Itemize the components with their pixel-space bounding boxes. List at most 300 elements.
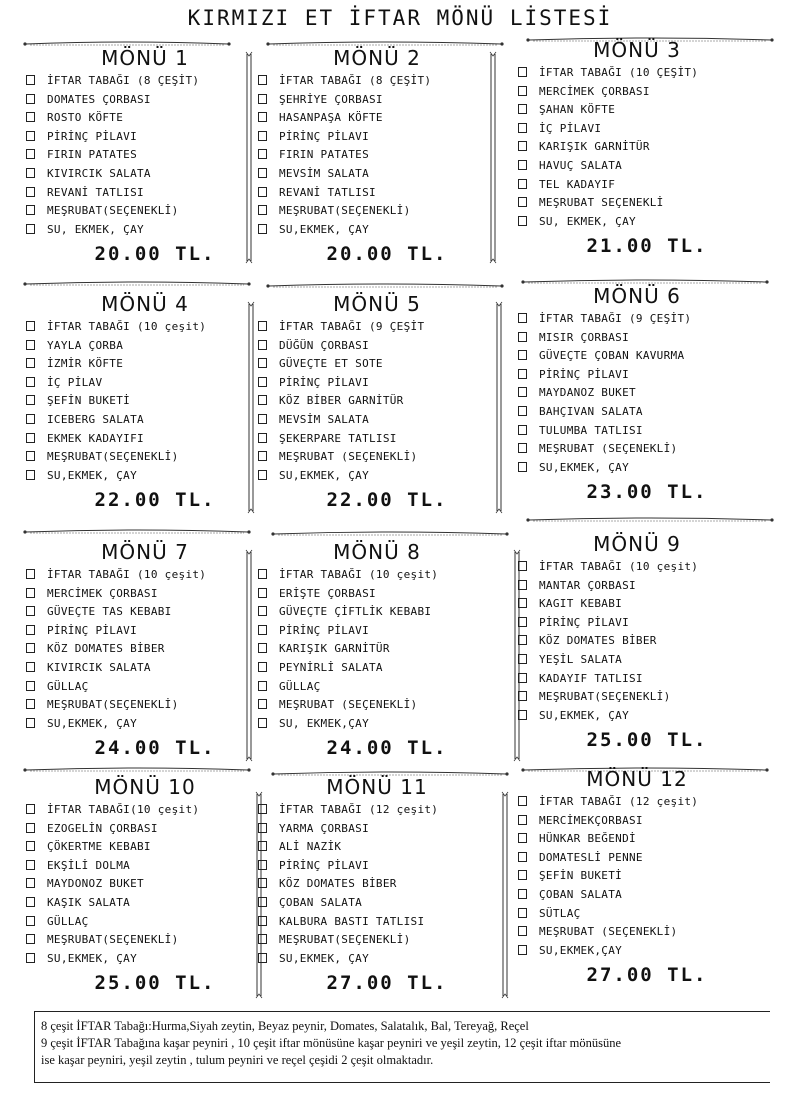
menu-item bbox=[518, 867, 756, 886]
menu-item-label: İÇ PİLAVI bbox=[539, 121, 602, 135]
menu-item bbox=[26, 467, 264, 486]
menu-item bbox=[518, 577, 756, 596]
menu-item bbox=[26, 91, 264, 110]
menu-item-label: MEŞRUBAT(SEÇENEKLİ) bbox=[279, 204, 411, 218]
checkbox-icon bbox=[518, 332, 527, 342]
menu-item bbox=[26, 950, 264, 969]
menu-item bbox=[518, 329, 756, 348]
menu-item-label: İFTAR TABAĞI (10 çeşit) bbox=[47, 568, 207, 581]
menu-item-label: BAHÇIVAN SALATA bbox=[539, 404, 643, 418]
menu-item bbox=[26, 221, 264, 240]
menu-item-label: MEŞRUBAT(SEÇENEKLİ) bbox=[47, 450, 179, 464]
checkbox-icon bbox=[258, 897, 267, 907]
checkbox-icon bbox=[518, 654, 527, 664]
menu-item bbox=[518, 157, 756, 176]
checkbox-icon bbox=[518, 141, 527, 151]
menu-item bbox=[258, 184, 496, 203]
checkbox-icon bbox=[26, 823, 35, 833]
menu-2 bbox=[258, 44, 496, 265]
menu-item bbox=[518, 670, 756, 689]
menu-item-label: MEŞRUBAT (SEÇENEKLİ) bbox=[539, 925, 678, 939]
checkbox-icon bbox=[26, 451, 35, 461]
menu-item-label: MEŞRUBAT(SEÇENEKLİ) bbox=[47, 933, 179, 947]
footer-line-3: ise kaşar peyniri, yeşil zeytin , tulum peyniri ve reçel çeşidi 2 çeşit olmaktadır. bbox=[41, 1053, 434, 1067]
menu-item bbox=[518, 942, 756, 961]
menu-item-label: ŞAHAN KÖFTE bbox=[539, 103, 616, 117]
divider-ornament bbox=[525, 516, 775, 524]
menu-item bbox=[518, 194, 756, 213]
checkbox-icon bbox=[258, 916, 267, 926]
menu-item-label: KÖZ BİBER GARNİTÜR bbox=[279, 394, 404, 408]
menu-item-label: YAYLA ÇORBA bbox=[47, 338, 124, 352]
checkbox-icon bbox=[258, 625, 267, 635]
menu-item-label: KÖZ DOMATES BİBER bbox=[279, 877, 397, 891]
menu-11 bbox=[258, 773, 496, 994]
checkbox-icon bbox=[26, 112, 35, 122]
menu-item-label: ÇOBAN SALATA bbox=[539, 887, 623, 901]
checkbox-icon bbox=[26, 433, 35, 443]
menu-item bbox=[26, 622, 264, 641]
menu-1 bbox=[26, 44, 264, 265]
menu-title: MÖNÜ 12 bbox=[586, 767, 688, 791]
menu-item-label: EKMEK KADAYIFI bbox=[47, 431, 144, 445]
menu-items bbox=[258, 318, 496, 485]
menu-item bbox=[518, 558, 756, 577]
checkbox-icon bbox=[26, 804, 35, 814]
menu-item-label: ICEBERG SALATA bbox=[47, 412, 144, 426]
divider-ornament bbox=[270, 530, 510, 538]
menu-item-label: ALİ NAZİK bbox=[279, 840, 342, 854]
menu-item-label: KAŞIK SALATA bbox=[47, 895, 131, 909]
menu-item bbox=[518, 440, 756, 459]
menu-item bbox=[26, 838, 264, 857]
menu-item bbox=[518, 422, 756, 441]
menu-item-label: GÜLLAÇ bbox=[47, 914, 89, 928]
menu-10 bbox=[26, 773, 264, 994]
checkbox-icon bbox=[258, 681, 267, 691]
checkbox-icon bbox=[26, 358, 35, 368]
checkbox-icon bbox=[26, 588, 35, 598]
menu-item-label: HASANPAŞA KÖFTE bbox=[279, 111, 383, 125]
checkbox-icon bbox=[258, 569, 267, 579]
checkbox-icon bbox=[26, 606, 35, 616]
menu-title: MÖNÜ 10 bbox=[94, 775, 196, 799]
menu-item bbox=[518, 176, 756, 195]
menu-item bbox=[26, 715, 264, 734]
checkbox-icon bbox=[258, 358, 267, 368]
menu-item-label: MEVSİM SALATA bbox=[279, 412, 369, 426]
menu-item-label: ŞEHRİYE ÇORBASI bbox=[279, 92, 383, 106]
menu-item-label: KIVIRCIK SALATA bbox=[47, 660, 151, 674]
menu-item-label: İFTAR TABAĞI(10 çeşit) bbox=[47, 803, 200, 816]
menu-item-label: KALBURA BASTI TATLISI bbox=[279, 914, 425, 928]
checkbox-icon bbox=[26, 470, 35, 480]
menu-item bbox=[26, 913, 264, 932]
menu-item-label: KIVIRCIK SALATA bbox=[47, 166, 151, 180]
menu-item bbox=[258, 857, 496, 876]
menu-item bbox=[518, 849, 756, 868]
menu-item-label: İFTAR TABAĞI (8 ÇEŞİT) bbox=[279, 74, 432, 87]
menu-price: 23.00 TL. bbox=[586, 481, 708, 504]
menu-item-label: MEVSİM SALATA bbox=[279, 166, 369, 180]
menu-title: MÖNÜ 6 bbox=[593, 284, 681, 308]
checkbox-icon bbox=[258, 340, 267, 350]
menu-item bbox=[26, 448, 264, 467]
checkbox-icon bbox=[518, 197, 527, 207]
menu-item bbox=[26, 374, 264, 393]
menu-price: 20.00 TL. bbox=[326, 243, 448, 266]
menu-title: MÖNÜ 9 bbox=[593, 532, 681, 556]
menu-item bbox=[26, 184, 264, 203]
checkbox-icon bbox=[518, 462, 527, 472]
menu-item-label: ROSTO KÖFTE bbox=[47, 111, 124, 125]
checkbox-icon bbox=[258, 718, 267, 728]
menu-item-label: İFTAR TABAĞI (8 ÇEŞİT) bbox=[47, 74, 200, 87]
menu-item bbox=[258, 894, 496, 913]
menu-item bbox=[258, 950, 496, 969]
menu-item bbox=[258, 585, 496, 604]
menu-item bbox=[258, 640, 496, 659]
menu-item-label: SU,EKMEK, ÇAY bbox=[47, 951, 137, 965]
menu-item-label: ÇOBAN SALATA bbox=[279, 895, 363, 909]
checkbox-icon bbox=[258, 321, 267, 331]
menu-item-label: İFTAR TABAĞI (10 ÇEŞİT) bbox=[539, 66, 699, 79]
menu-item-label: GÜLLAÇ bbox=[47, 679, 89, 693]
menu-item-label: SU,EKMEK, ÇAY bbox=[539, 708, 629, 722]
menu-item bbox=[518, 347, 756, 366]
menu-item-label: EKŞİLİ DOLMA bbox=[47, 858, 131, 872]
menu-item bbox=[26, 128, 264, 147]
menu-item bbox=[518, 923, 756, 942]
menu-title: MÖNÜ 3 bbox=[593, 38, 681, 62]
menu-12 bbox=[518, 765, 756, 986]
menu-item bbox=[518, 886, 756, 905]
checkbox-icon bbox=[26, 168, 35, 178]
menu-item-label: PİRİNÇ PİLAVI bbox=[539, 615, 629, 629]
checkbox-icon bbox=[258, 187, 267, 197]
menu-item-label: KADAYIF TATLISI bbox=[539, 671, 643, 685]
menu-item bbox=[518, 707, 756, 726]
menu-item-label: GÜVEÇTE ÇİFTLİK KEBABI bbox=[279, 605, 432, 619]
menu-item-label: İFTAR TABAĞI (12 çeşit) bbox=[279, 803, 439, 816]
checkbox-icon bbox=[26, 205, 35, 215]
checkbox-icon bbox=[258, 841, 267, 851]
menu-price: 20.00 TL. bbox=[94, 243, 216, 266]
checkbox-icon bbox=[258, 168, 267, 178]
menu-item bbox=[258, 72, 496, 91]
checkbox-icon bbox=[258, 934, 267, 944]
menu-item bbox=[258, 659, 496, 678]
menu-item bbox=[518, 830, 756, 849]
menu-item-label: PİRİNÇ PİLAVI bbox=[279, 623, 369, 637]
menu-item-label: MERCİMEK ÇORBASI bbox=[47, 586, 158, 600]
checkbox-icon bbox=[518, 617, 527, 627]
checkbox-icon bbox=[258, 878, 267, 888]
checkbox-icon bbox=[518, 580, 527, 590]
menu-item bbox=[258, 221, 496, 240]
menu-item-label: İFTAR TABAĞI (9 ÇEŞİT bbox=[279, 320, 425, 333]
menu-item bbox=[518, 651, 756, 670]
menu-item bbox=[518, 101, 756, 120]
menu-item bbox=[26, 696, 264, 715]
checkbox-icon bbox=[518, 598, 527, 608]
checkbox-icon bbox=[258, 662, 267, 672]
checkbox-icon bbox=[26, 662, 35, 672]
checkbox-icon bbox=[258, 94, 267, 104]
menu-item-label: ERİŞTE ÇORBASI bbox=[279, 586, 376, 600]
menu-price: 24.00 TL. bbox=[326, 737, 448, 760]
menu-price: 22.00 TL. bbox=[94, 489, 216, 512]
menu-item-label: MAYDANOZ BUKET bbox=[539, 386, 636, 400]
menu-item-label: MEŞRUBAT(SEÇENEKLİ) bbox=[279, 933, 411, 947]
menu-item-label: MEŞRUBAT (SEÇENEKLİ) bbox=[279, 450, 418, 464]
menu-6 bbox=[518, 282, 756, 503]
menu-item bbox=[518, 614, 756, 633]
menu-item bbox=[258, 128, 496, 147]
menu-item bbox=[26, 109, 264, 128]
menu-item bbox=[518, 459, 756, 478]
menu-items bbox=[258, 72, 496, 239]
checkbox-icon bbox=[518, 926, 527, 936]
menu-item-label: SU,EKMEK, ÇAY bbox=[539, 460, 629, 474]
menu-item-label: TULUMBA TATLISI bbox=[539, 423, 643, 437]
checkbox-icon bbox=[26, 321, 35, 331]
menu-item bbox=[26, 801, 264, 820]
menu-item-label: DÜĞÜN ÇORBASI bbox=[279, 338, 369, 352]
menu-item bbox=[26, 72, 264, 91]
menu-item-label: İZMİR KÖFTE bbox=[47, 357, 124, 371]
menu-item-label: SU, EKMEK, ÇAY bbox=[47, 222, 144, 236]
menu-4 bbox=[26, 290, 264, 511]
checkbox-icon bbox=[26, 699, 35, 709]
footer-note bbox=[34, 1011, 770, 1083]
checkbox-icon bbox=[258, 804, 267, 814]
menu-item-label: MAYDONOZ BUKET bbox=[47, 877, 144, 891]
menu-item bbox=[26, 820, 264, 839]
menu-item-label: MERCİMEK ÇORBASI bbox=[539, 84, 650, 98]
checkbox-icon bbox=[258, 588, 267, 598]
checkbox-icon bbox=[518, 123, 527, 133]
checkbox-icon bbox=[26, 841, 35, 851]
menu-item-label: İFTAR TABAĞI (10 çeşit) bbox=[539, 560, 699, 573]
menu-item-label: MEŞRUBAT (SEÇENEKLİ) bbox=[539, 442, 678, 456]
menu-item-label: KARIŞIK GARNİTÜR bbox=[539, 140, 650, 154]
menu-items bbox=[518, 64, 756, 231]
menu-item-label: SU,EKMEK, ÇAY bbox=[279, 222, 369, 236]
menu-item-label: MISIR ÇORBASI bbox=[539, 330, 629, 344]
menu-item bbox=[258, 566, 496, 585]
menu-item-label: HÜNKAR BEĞENDİ bbox=[539, 832, 636, 846]
checkbox-icon bbox=[26, 897, 35, 907]
menu-item-label: MEŞRUBAT (SEÇENEKLİ) bbox=[279, 698, 418, 712]
menu-item bbox=[518, 120, 756, 139]
menu-item-label: YARMA ÇORBASI bbox=[279, 821, 369, 835]
checkbox-icon bbox=[26, 377, 35, 387]
vertical-ornament bbox=[500, 790, 510, 1000]
menu-item bbox=[258, 374, 496, 393]
menu-item bbox=[26, 566, 264, 585]
menu-item bbox=[26, 894, 264, 913]
checkbox-icon bbox=[518, 443, 527, 453]
menu-item bbox=[258, 202, 496, 221]
checkbox-icon bbox=[26, 131, 35, 141]
checkbox-icon bbox=[258, 75, 267, 85]
menu-items bbox=[258, 801, 496, 968]
menu-item-label: FIRIN PATATES bbox=[47, 148, 137, 162]
menu-item bbox=[258, 715, 496, 734]
menu-item bbox=[26, 931, 264, 950]
menu-item bbox=[518, 64, 756, 83]
checkbox-icon bbox=[518, 406, 527, 416]
checkbox-icon bbox=[518, 870, 527, 880]
menu-item-label: SU,EKMEK, ÇAY bbox=[47, 716, 137, 730]
menu-price: 27.00 TL. bbox=[326, 972, 448, 995]
checkbox-icon bbox=[26, 224, 35, 234]
menu-title: MÖNÜ 11 bbox=[326, 775, 428, 799]
menu-item-label: KÖZ DOMATES BİBER bbox=[47, 642, 165, 656]
checkbox-icon bbox=[518, 369, 527, 379]
checkbox-icon bbox=[258, 433, 267, 443]
checkbox-icon bbox=[258, 149, 267, 159]
menu-item bbox=[258, 678, 496, 697]
divider-ornament bbox=[22, 280, 252, 288]
checkbox-icon bbox=[518, 673, 527, 683]
menu-item bbox=[26, 585, 264, 604]
menu-item-label: SÜTLAÇ bbox=[539, 906, 581, 920]
menu-price: 24.00 TL. bbox=[94, 737, 216, 760]
menu-item-label: MANTAR ÇORBASI bbox=[539, 578, 636, 592]
checkbox-icon bbox=[26, 681, 35, 691]
menu-item bbox=[518, 403, 756, 422]
menu-item bbox=[258, 622, 496, 641]
menu-item bbox=[26, 678, 264, 697]
checkbox-icon bbox=[518, 796, 527, 806]
checkbox-icon bbox=[258, 377, 267, 387]
menu-item bbox=[258, 448, 496, 467]
checkbox-icon bbox=[26, 414, 35, 424]
checkbox-icon bbox=[518, 561, 527, 571]
menu-3 bbox=[518, 36, 756, 257]
menu-item bbox=[258, 913, 496, 932]
menu-item bbox=[258, 696, 496, 715]
menu-price: 21.00 TL. bbox=[586, 235, 708, 258]
menu-item-label: PİRİNÇ PİLAVI bbox=[279, 858, 369, 872]
checkbox-icon bbox=[26, 878, 35, 888]
checkbox-icon bbox=[518, 179, 527, 189]
menu-price: 25.00 TL. bbox=[586, 729, 708, 752]
checkbox-icon bbox=[518, 160, 527, 170]
menu-item-label: GÜVEÇTE TAS KEBABI bbox=[47, 605, 172, 619]
menu-item bbox=[26, 318, 264, 337]
checkbox-icon bbox=[258, 112, 267, 122]
checkbox-icon bbox=[26, 187, 35, 197]
menu-item bbox=[258, 838, 496, 857]
menu-item-label: GÜLLAÇ bbox=[279, 679, 321, 693]
menu-item bbox=[258, 603, 496, 622]
checkbox-icon bbox=[26, 953, 35, 963]
menu-item bbox=[518, 366, 756, 385]
menu-item-label: HAVUÇ SALATA bbox=[539, 158, 623, 172]
menu-item bbox=[258, 355, 496, 374]
checkbox-icon bbox=[258, 606, 267, 616]
menu-item-label: PİRİNÇ PİLAVI bbox=[539, 367, 629, 381]
menu-items bbox=[26, 318, 264, 485]
checkbox-icon bbox=[26, 395, 35, 405]
checkbox-icon bbox=[258, 823, 267, 833]
menu-item-label: İFTAR TABAĞI (10 çeşit) bbox=[47, 320, 207, 333]
checkbox-icon bbox=[26, 75, 35, 85]
menu-item-label: MERCİMEKÇORBASI bbox=[539, 813, 643, 827]
menu-item bbox=[258, 318, 496, 337]
menu-item-label: ŞEFİN BUKETİ bbox=[47, 394, 131, 408]
menu-price: 25.00 TL. bbox=[94, 972, 216, 995]
menu-item-label: MEŞRUBAT(SEÇENEKLİ) bbox=[47, 698, 179, 712]
checkbox-icon bbox=[518, 350, 527, 360]
checkbox-icon bbox=[518, 908, 527, 918]
menu-item bbox=[258, 820, 496, 839]
checkbox-icon bbox=[258, 953, 267, 963]
menu-item-label: MEŞRUBAT SEÇENEKLİ bbox=[539, 196, 664, 210]
menu-item bbox=[518, 83, 756, 102]
menu-item bbox=[258, 146, 496, 165]
menu-title: MÖNÜ 1 bbox=[101, 46, 189, 70]
checkbox-icon bbox=[518, 852, 527, 862]
menu-item-label: DOMATESLİ PENNE bbox=[539, 850, 643, 864]
checkbox-icon bbox=[26, 569, 35, 579]
checkbox-icon bbox=[26, 643, 35, 653]
checkbox-icon bbox=[258, 395, 267, 405]
menu-item bbox=[258, 392, 496, 411]
checkbox-icon bbox=[518, 86, 527, 96]
menu-9 bbox=[518, 530, 756, 751]
footer-line-2: 9 çeşit İFTAR Tabağına kaşar peyniri , 10 çeşit iftar mönüsüne kaşar peyniri ve yeşil zeytin, 12 çeşit iftar mönüsüne bbox=[41, 1036, 622, 1050]
menu-item-label: MEŞRUBAT(SEÇENEKLİ) bbox=[47, 204, 179, 218]
menu-item bbox=[258, 165, 496, 184]
menu-item bbox=[26, 430, 264, 449]
menu-item-label: ŞEKERPARE TATLISI bbox=[279, 431, 397, 445]
checkbox-icon bbox=[26, 718, 35, 728]
checkbox-icon bbox=[518, 313, 527, 323]
checkbox-icon bbox=[258, 205, 267, 215]
menu-item-label: GÜVEÇTE ÇOBAN KAVURMA bbox=[539, 349, 685, 363]
checkbox-icon bbox=[518, 104, 527, 114]
checkbox-icon bbox=[518, 833, 527, 843]
menu-item-label: ŞEFİN BUKETİ bbox=[539, 869, 623, 883]
checkbox-icon bbox=[518, 67, 527, 77]
menu-price: 27.00 TL. bbox=[586, 964, 708, 987]
menu-item-label: SU, EKMEK,ÇAY bbox=[279, 716, 369, 730]
menu-items bbox=[518, 310, 756, 477]
menu-item bbox=[518, 595, 756, 614]
menu-item bbox=[518, 905, 756, 924]
checkbox-icon bbox=[258, 414, 267, 424]
menu-item-label: KARIŞIK GARNİTÜR bbox=[279, 642, 390, 656]
checkbox-icon bbox=[518, 889, 527, 899]
menu-item bbox=[518, 310, 756, 329]
menu-item-label: PEYNİRLİ SALATA bbox=[279, 660, 383, 674]
checkbox-icon bbox=[518, 387, 527, 397]
menu-item-label: MEŞRUBAT(SEÇENEKLİ) bbox=[539, 690, 671, 704]
menu-items bbox=[26, 801, 264, 968]
menu-item-label: YEŞİL SALATA bbox=[539, 652, 623, 666]
checkbox-icon bbox=[26, 625, 35, 635]
menu-item bbox=[26, 165, 264, 184]
menu-item bbox=[518, 213, 756, 232]
menu-items bbox=[26, 72, 264, 239]
menu-item bbox=[258, 411, 496, 430]
divider-ornament bbox=[265, 282, 505, 290]
checkbox-icon bbox=[518, 216, 527, 226]
